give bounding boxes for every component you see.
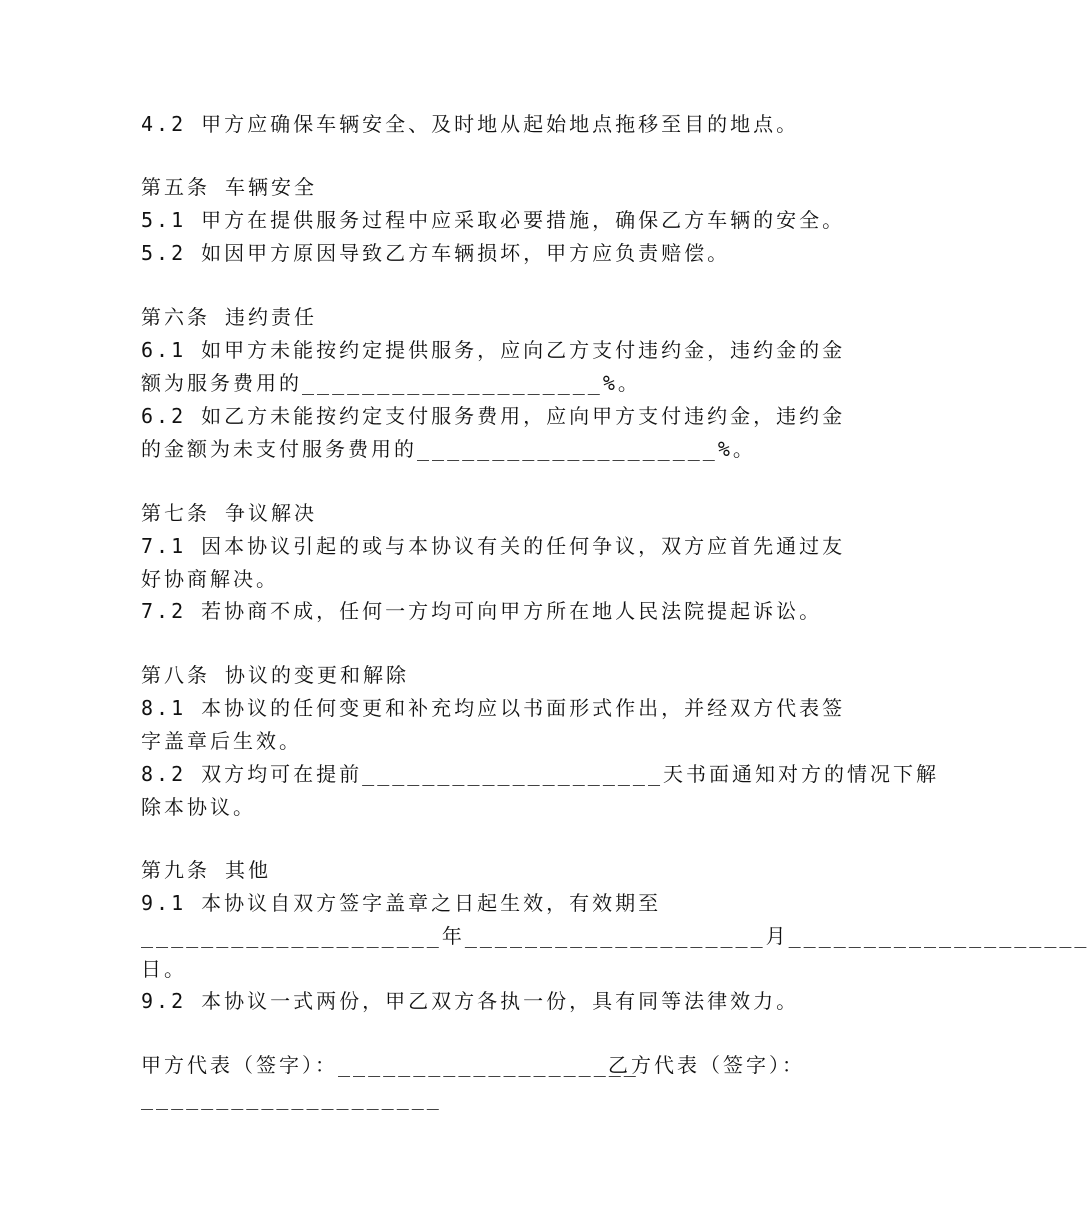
article-7-heading: 第七条 争议解决 — [141, 501, 318, 525]
clause-5-2: 5.2 如因甲方原因导致乙方车辆损坏，甲方应负责赔偿。 — [141, 241, 731, 265]
article-5-heading: 第五条 车辆安全 — [141, 175, 318, 199]
party-b-signature-label: 乙方代表（签字）： — [608, 1053, 805, 1077]
clause-7-2: 7.2 若协商不成，任何一方均可向甲方所在地人民法院提起诉讼。 — [141, 599, 823, 623]
clause-9-2: 9.2 本协议一式两份，甲乙双方各执一份，具有同等法律效力。 — [141, 989, 800, 1013]
clause-9-1-line-2: ____________________年____________________月____________________ — [141, 924, 1089, 948]
clause-8-2-line-2: 除本协议。 — [141, 795, 256, 819]
clause-9-1-line-1: 9.1 本协议自双方签字盖章之日起生效，有效期至 — [141, 891, 662, 915]
clause-5-1: 5.1 甲方在提供服务过程中应采取必要措施，确保乙方车辆的安全。 — [141, 208, 846, 232]
clause-6-1-line-1: 6.1 如甲方未能按约定提供服务，应向乙方支付违约金，违约金的金 — [141, 338, 846, 362]
clause-8-1-line-1: 8.1 本协议的任何变更和补充均应以书面形式作出，并经双方代表签 — [141, 696, 846, 720]
clause-8-1-line-2: 字盖章后生效。 — [141, 729, 302, 753]
party-b-signature-line: ____________________ — [141, 1086, 442, 1110]
article-6-heading: 第六条 违约责任 — [141, 305, 318, 329]
clause-7-1-line-2: 好协商解决。 — [141, 567, 279, 591]
clause-6-1-line-2: 额为服务费用的____________________%。 — [141, 371, 641, 395]
party-a-signature: 甲方代表（签字）：____________________ — [141, 1053, 639, 1077]
clause-4-2: 4.2 甲方应确保车辆安全、及时地从起始地点拖移至目的地点。 — [141, 112, 800, 136]
clause-6-2-line-2: 的金额为未支付服务费用的____________________%。 — [141, 437, 756, 461]
clause-7-1-line-1: 7.1 因本协议引起的或与本协议有关的任何争议，双方应首先通过友 — [141, 534, 846, 558]
clause-6-2-line-1: 6.2 如乙方未能按约定支付服务费用，应向甲方支付违约金，违约金 — [141, 404, 846, 428]
clause-8-2-line-1: 8.2 双方均可在提前____________________天书面通知对方的情况下解 — [141, 762, 939, 786]
article-9-heading: 第九条 其他 — [141, 858, 272, 882]
article-8-heading: 第八条 协议的变更和解除 — [141, 663, 410, 687]
clause-9-1-line-3: 日。 — [141, 957, 187, 981]
